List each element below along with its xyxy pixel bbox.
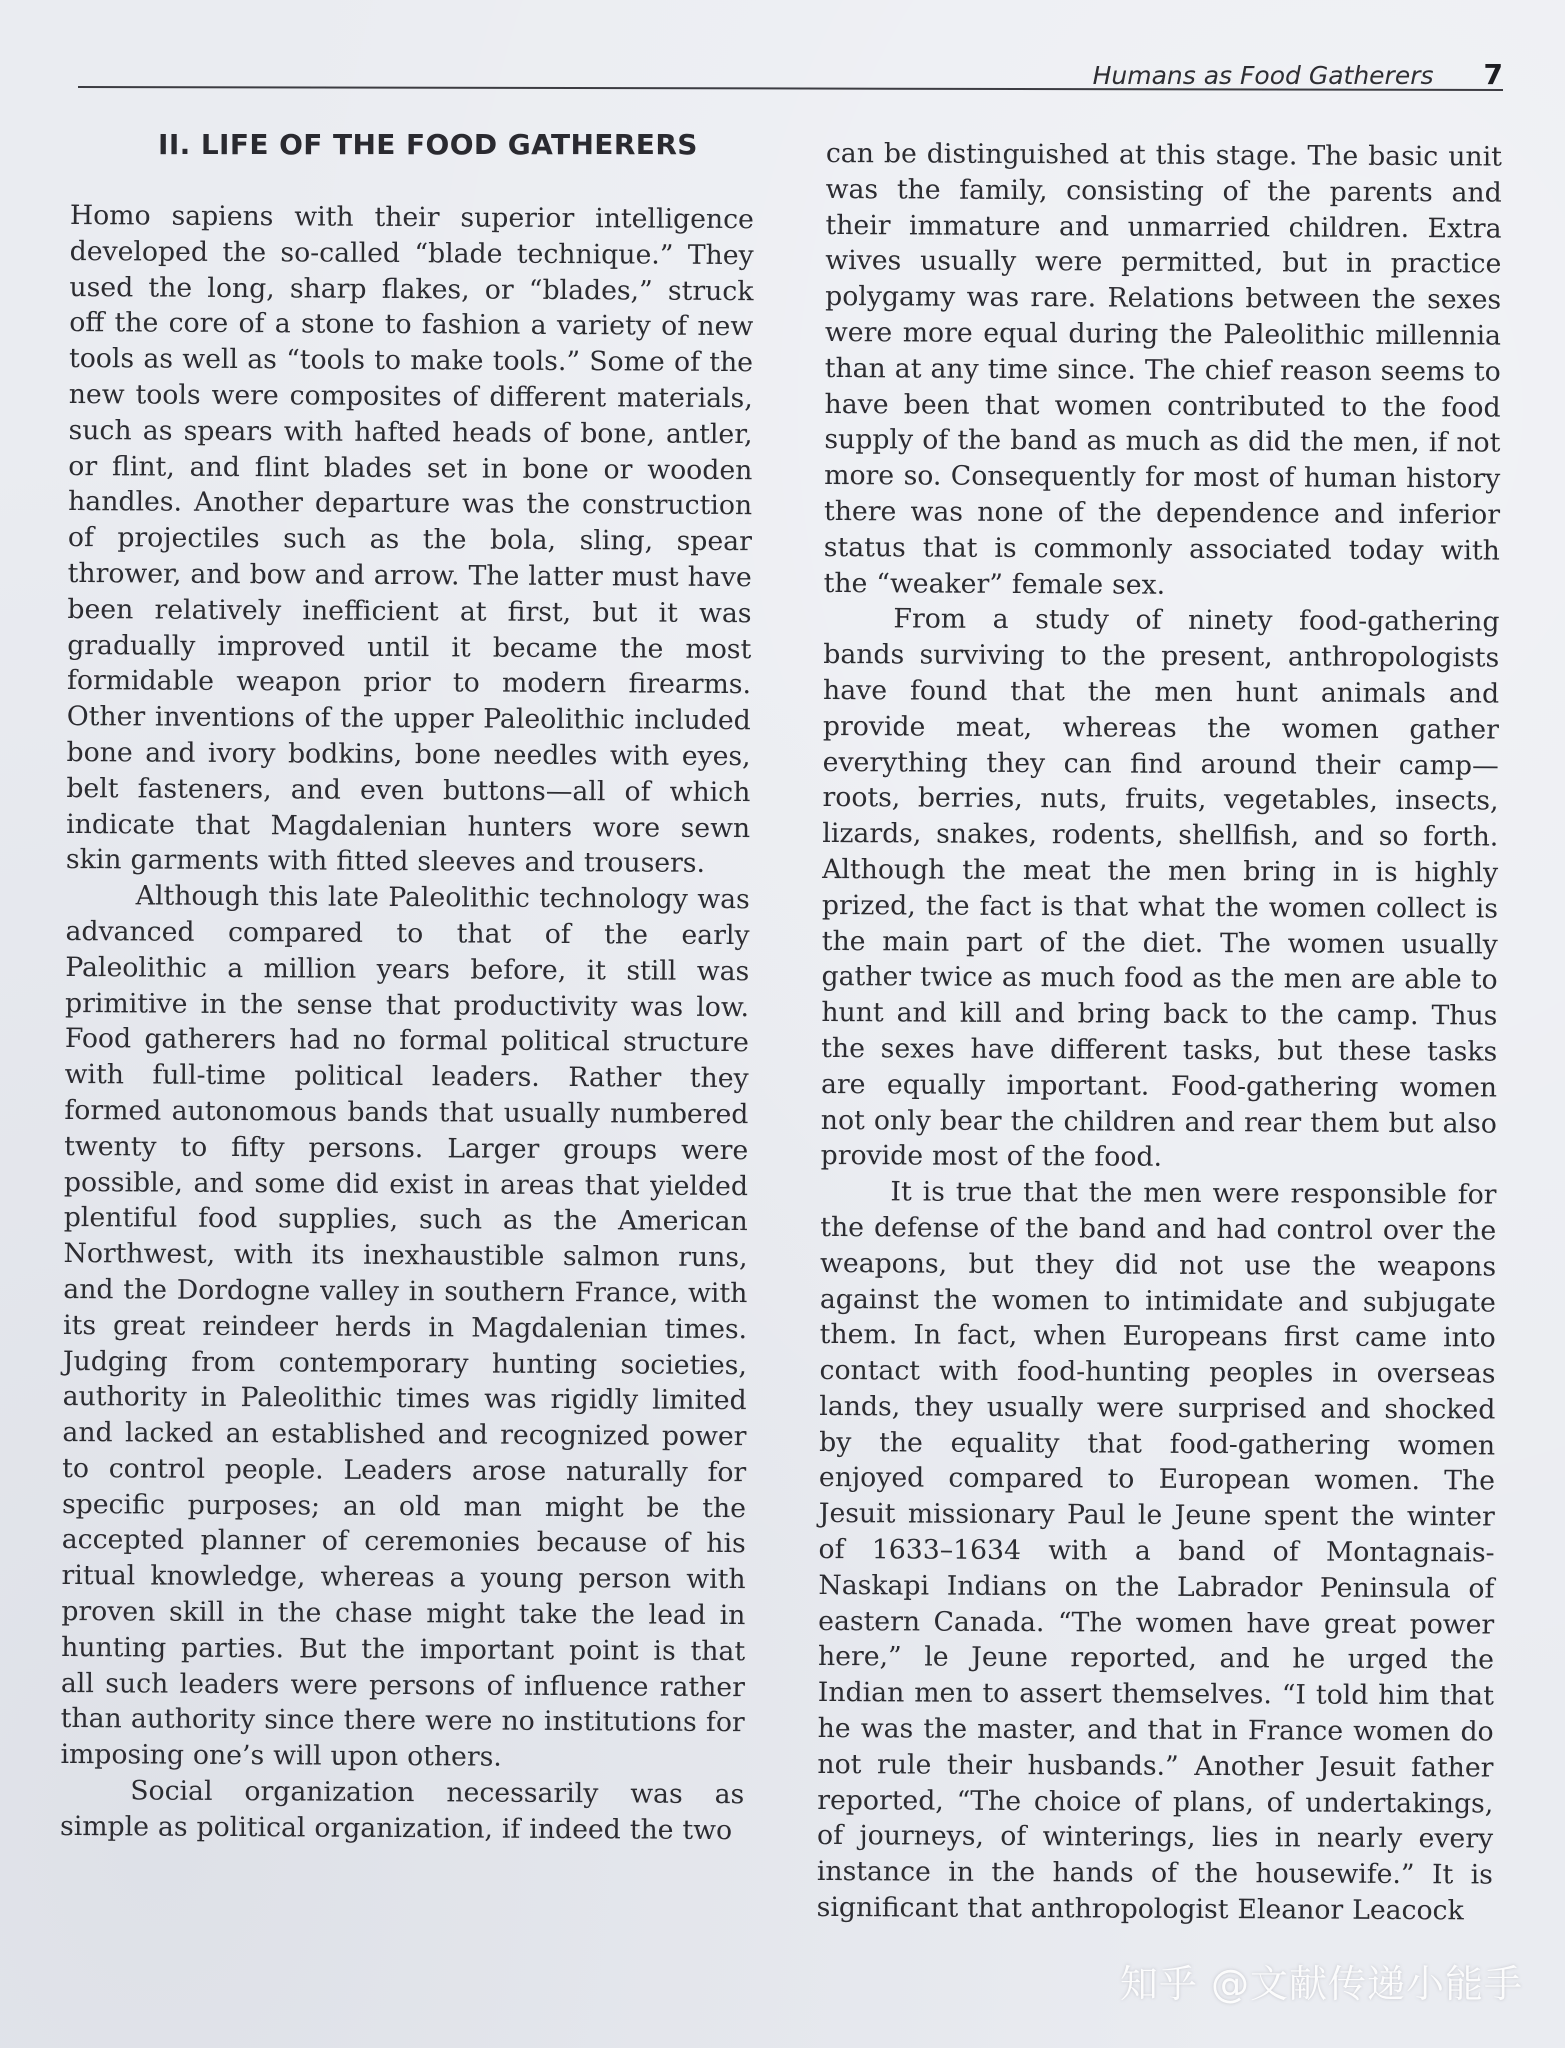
section-heading: II. LIFE OF THE FOOD GATHERERS (158, 128, 698, 161)
paragraph: can be distinguished at this stage. The basic unit was the family, consisting of the parents and their immature and unmarried children. Extra wives usually were permitted, but in practice polygamy was rare. Relations between the sexes were more equal during the Paleolithic millennia than at any time since. The chief reason seems to have been that women contributed to the food supply of the band as much as did the men, if not more so. Consequently for most of human history there was none of the dependence and inferior status that is commonly associated today with the “weaker” female sex. (823, 137, 1502, 601)
paragraph: From a study of ninety food-gathering bands surviving to the present, anthropologists have found that the men hunt animals and provide meat, whereas the women gather everything they can find around their camp—roots, berries, nuts, fruits, vegetables, insects, lizards, snakes, rodents, shellfish, and so forth. Although the meat the men bring in is highly prized, the fact is that what the women collect is the main part of the diet. The women usually gather twice as much food as the men are able to hunt and kill and bring back to the camp. Thus the sexes have different tasks, but these tasks are equally important. Food-gathering women not only bear the children and rear them but also provide most of the food. (820, 603, 1500, 1174)
page-number: 7 (1483, 58, 1503, 91)
paragraph: It is true that the men were responsible for the defense of the band and had control over the weapons, but they did not use the weapons against the women to intimidate and subjugate them. In fact, when Europeans first came into contact with food-hunting peoples in overseas lands, they usually were surprised and shocked by the equality that food-gathering women enjoyed compared to European women. The Jesuit missionary Paul le Jeune spent the winter of 1633–1634 with a band of Montagnais-Naskapi Indians on the Labrador Peninsula of eastern Canada. “The women have great power here,” le Jeune reported, and he urged the Indian men to assert themselves. “I told him that he was the master, and that in France women do not rule their husbands.” Another Jesuit father reported, “The choice of plans, of undertakings, of journeys, of winterings, lies in nearly every instance in the hands of the housewife.” It is significant that anthropologist Eleanor Leacock (816, 1176, 1497, 1927)
watermark: 知乎 @文献传递小能手 (1119, 1962, 1523, 2006)
running-title: Humans as Food Gatherers (1092, 61, 1434, 90)
right-column (817, 136, 1502, 1929)
left-column (60, 198, 754, 1849)
paragraph: Social organization necessarily was as simple as political organization, if indeed the two (59, 1775, 745, 1846)
running-head (1093, 58, 1503, 91)
paragraph: Although this late Paleolithic technology was advanced compared to that of the early Paleolithic a million years before, it still was primitive in the sense that productivity was low. Food gatherers had no formal political structure with full-time political leaders. Rather they formed autonomous bands that usually numbered twenty to fifty persons. Larger groups were possible, and some did exist in areas that yielded plentiful food supplies, such as the American Northwest, with its inexhaustible salmon runs, and the Dordogne valley in southern France, with its great reindeer herds in Magdalenian times. Judging from contemporary hunting societies, authority in Paleolithic times was rigidly limited and lacked an established and recognized power to control people. Leaders arose naturally for specific purposes; an old man might be the accepted planner of ceremonies because of his ritual knowledge, whereas a young person with proven skill in the chase might take the lead in hunting parties. But the important point is that all such leaders were persons of influence rather than authority since there were no institutions for imposing one’s will upon others. (60, 880, 750, 1773)
paragraph: Homo sapiens with their superior intelligence developed the so-called “blade technique.” They used the long, sharp flakes, or “blades,” struck off the core of a stone to fashion a variety of new tools as well as “tools to make tools.” Some of the new tools were composites of different materials, such as spears with hafted heads of bone, antler, or flint, and flint blades set in bone or wooden handles. Another departure was the construction of projectiles such as the bola, sling, spear thrower, and bow and arrow. The latter must have been relatively inefficient at first, but it was gradually improved until it became the most formidable weapon prior to modern firearms. Other inventions of the upper Paleolithic included bone and ivory bodkins, bone needles with eyes, belt fasteners, and even buttons—all of which indicate that Magdalenian hunters wore sewn skin garments with fitted sleeves and trousers. (65, 199, 754, 880)
